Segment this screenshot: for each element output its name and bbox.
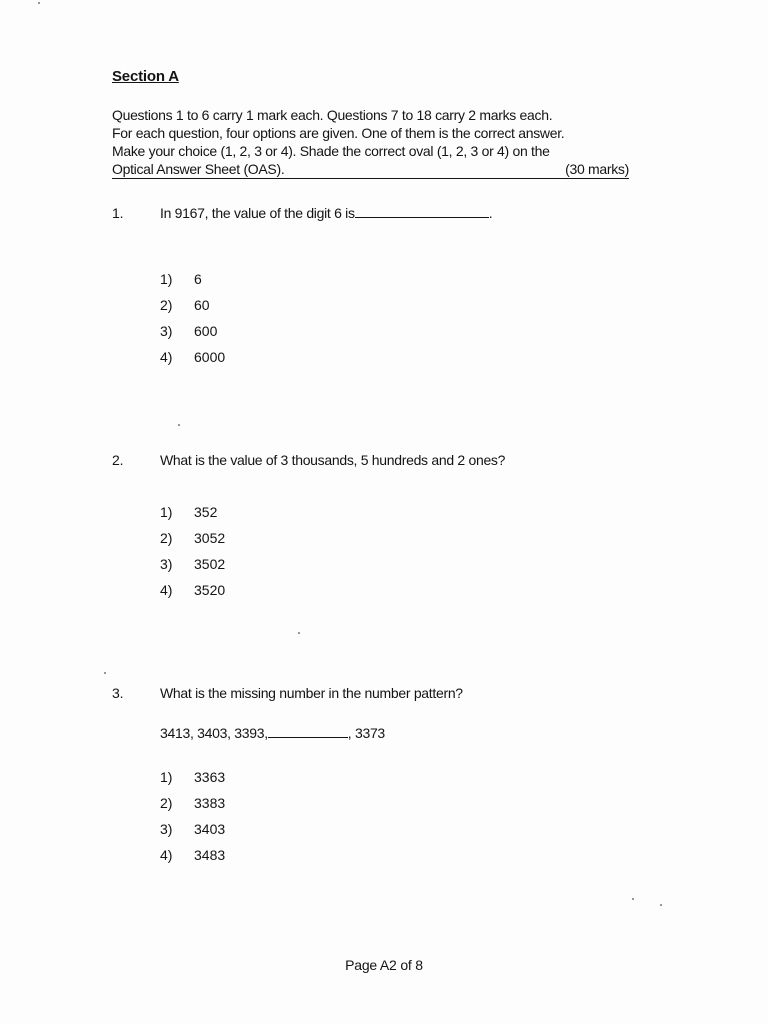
options-list bbox=[160, 266, 225, 370]
option-number: 2) bbox=[160, 297, 173, 313]
option-item bbox=[160, 764, 225, 790]
option-number: 1) bbox=[160, 769, 173, 785]
option-number: 2) bbox=[160, 530, 173, 546]
option-item bbox=[160, 292, 225, 318]
option-value: 60 bbox=[194, 297, 210, 313]
option-item bbox=[160, 499, 225, 525]
option-value: 3363 bbox=[194, 769, 226, 785]
option-number: 4) bbox=[160, 847, 173, 863]
option-item bbox=[160, 816, 225, 842]
number-pattern bbox=[160, 725, 385, 741]
question-text bbox=[160, 205, 492, 221]
question-text: What is the value of 3 thousands, 5 hundreds and 2 ones? bbox=[160, 452, 506, 468]
page-number: Page A2 of 8 bbox=[345, 957, 423, 973]
question-number: 3. bbox=[112, 685, 124, 701]
pattern-start: 3413, 3403, 3393, bbox=[160, 725, 268, 741]
option-item bbox=[160, 344, 225, 370]
pattern-end: , 3373 bbox=[347, 725, 385, 741]
scan-speck bbox=[298, 632, 300, 634]
option-value: 3383 bbox=[194, 795, 226, 811]
instruction-last-line bbox=[112, 160, 629, 178]
question-stem: In 9167, the value of the digit 6 is bbox=[160, 205, 355, 221]
question-stem-end: . bbox=[488, 205, 493, 221]
option-value: 352 bbox=[194, 504, 218, 520]
option-value: 600 bbox=[194, 323, 218, 339]
marks-label: (30 marks) bbox=[565, 161, 629, 177]
option-value: 3052 bbox=[194, 530, 226, 546]
option-value: 3502 bbox=[194, 556, 226, 572]
option-item bbox=[160, 266, 225, 292]
option-number: 3) bbox=[160, 323, 173, 339]
option-number: 3) bbox=[160, 556, 173, 572]
option-item bbox=[160, 790, 225, 816]
instruction-line: For each question, four options are given. One of them is the correct answer. bbox=[112, 125, 565, 141]
option-value: 3483 bbox=[194, 847, 226, 863]
option-item bbox=[160, 525, 225, 551]
option-value: 3403 bbox=[194, 821, 226, 837]
section-title: Section A bbox=[112, 68, 179, 85]
option-number: 2) bbox=[160, 795, 173, 811]
option-value: 6000 bbox=[194, 349, 226, 365]
instruction-line: Questions 1 to 6 carry 1 mark each. Questions 7 to 18 carry 2 marks each. bbox=[112, 107, 553, 123]
options-list bbox=[160, 499, 225, 603]
options-list bbox=[160, 764, 225, 868]
scan-speck bbox=[632, 898, 634, 900]
option-item bbox=[160, 577, 225, 603]
option-value: 6 bbox=[194, 271, 202, 287]
option-value: 3520 bbox=[194, 582, 226, 598]
option-item bbox=[160, 318, 225, 344]
section-divider bbox=[112, 178, 629, 179]
scan-speck bbox=[104, 672, 106, 674]
answer-blank bbox=[268, 725, 348, 738]
option-number: 4) bbox=[160, 349, 173, 365]
instruction-line: Optical Answer Sheet (OAS). bbox=[112, 161, 285, 177]
answer-blank bbox=[355, 205, 489, 218]
instructions bbox=[112, 106, 629, 178]
question-text: What is the missing number in the number pattern? bbox=[160, 685, 463, 701]
option-number: 3) bbox=[160, 821, 173, 837]
scan-speck bbox=[660, 904, 662, 906]
scan-speck bbox=[178, 424, 180, 426]
option-item bbox=[160, 842, 225, 868]
option-number: 4) bbox=[160, 582, 173, 598]
instruction-line: Make your choice (1, 2, 3 or 4). Shade the correct oval (1, 2, 3 or 4) on the bbox=[112, 143, 550, 159]
question-number: 1. bbox=[112, 205, 124, 221]
question-number: 2. bbox=[112, 452, 124, 468]
option-number: 1) bbox=[160, 271, 173, 287]
scan-speck bbox=[38, 2, 40, 4]
option-item bbox=[160, 551, 225, 577]
option-number: 1) bbox=[160, 504, 173, 520]
